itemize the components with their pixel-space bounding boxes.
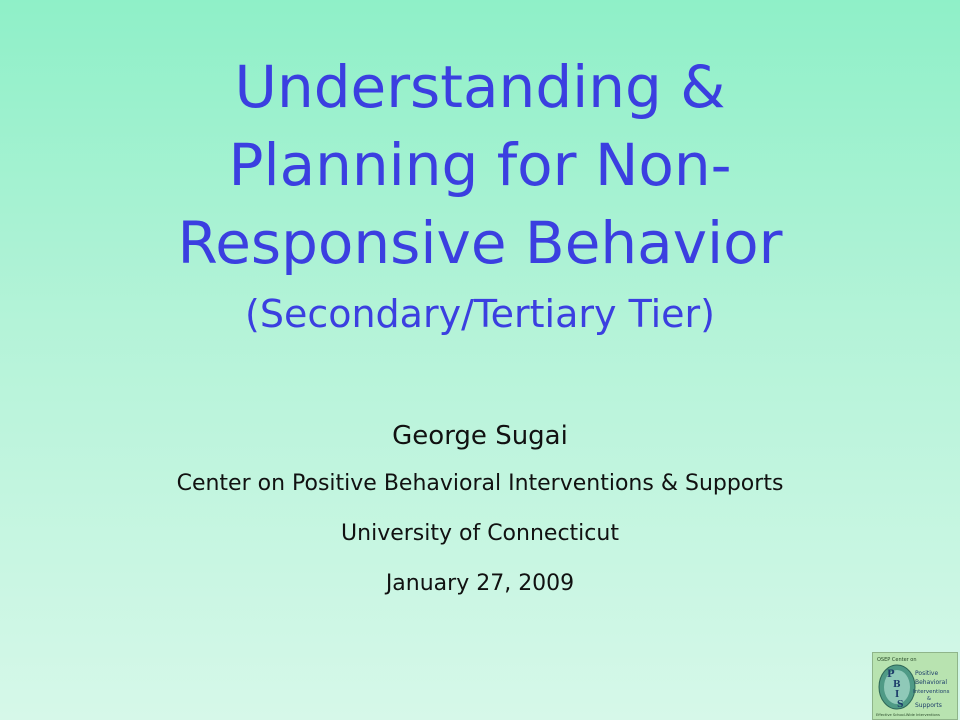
pbis-logo-graphic [873,653,957,719]
title-line-1: Understanding & [234,53,726,121]
logo-line-behavioral: Behavioral [915,679,947,686]
logo-footer: Effective School-Wide Interventions [876,713,940,717]
presentation-date: January 27, 2009 [385,571,575,596]
pbis-logo [872,652,958,720]
logo-line-ampersand: & [927,696,931,702]
logo-letter-p: P [887,669,895,680]
logo-header: OSEP Center on [877,657,917,663]
logo-line-positive: Positive [915,670,939,677]
logo-letter-i: I [895,690,900,700]
logo-line-interventions: Interventions [913,689,950,695]
presenter-info [120,418,840,618]
university-name: University of Connecticut [341,521,619,546]
logo-line-support: Supports [915,702,942,709]
title-line-3: Responsive Behavior [177,209,783,277]
presenter-name: George Sugai [392,421,568,451]
slide-title [60,48,900,342]
logo-letter-b: B [893,680,901,690]
slide-subtitle: (Secondary/Tertiary Tier) [245,292,715,336]
organization-name: Center on Positive Behavioral Interventions & Supports [176,471,784,496]
title-line-2: Planning for Non- [228,131,732,199]
logo-letter-s: S [897,700,904,710]
